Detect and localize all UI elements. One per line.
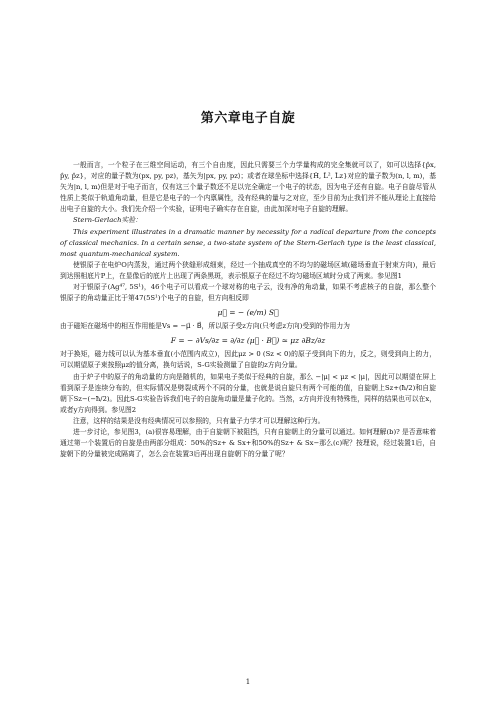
silver-atom-paragraph: 对于银原子(Ag⁴⁷, 5S¹)，46个电子可以看成一个球对称的电子云，没有净的角动量，如果不考虑核子的自旋，那么整个银原子的角动量正比于第47(5S¹)个电子的自旋，但方向相反即	[60, 283, 436, 303]
body-text	[60, 160, 436, 460]
further-discussion-paragraph: 进一步讨论，参见图3，(a)很容易理解，由于自旋朝下被阻挡，只有自旋朝上的分量可以通过。如何理解(b)? 是否意味着通过第一个装置后的自旋是由两部分组成：50%的Sz+ & Sx+和50%的Sz+ & Sx−那么(c)呢？按理说，经过装置1后，自旋朝下的分量被完成隔离了，怎么会在装置3后再出现自旋朝下的分量了呢？	[60, 427, 436, 459]
force-equation: F = − ∂Vs/∂z = ∂/∂z (μ⃗ · B⃗) ≃ μz ∂Bz/∂z	[170, 336, 326, 346]
quantum-note-paragraph: 注意，这样的结果是没有经典情况可以参照的，只有量子力学才可以理解这种行为。	[73, 416, 325, 425]
setup-paragraph: 使银原子在电炉O内蒸发，通过两个狭缝形成细束，经过一个抽成真空的不均匀的磁场区域(磁场垂直于射束方向)，最后到达照相底片P上，在显像后的底片上出现了两条黑斑，表示银原子在经过不均匀磁场区域时分成了两束。参见图1	[60, 260, 436, 280]
interaction-energy-paragraph: 由于磁矩在磁场中的相互作用能是Vs = −μ⃗ · B⃗，所以原子受z方向(只考虑z方向)受到的作用力为	[60, 322, 350, 331]
english-quote: This experiment illustrates in a dramatic manner by necessity for a radical departure from the concepts of classical mechanics. In a certain sense, a two-state system of the Stern-Gerlach type is the least classical, most quantum-mechanical system.	[60, 227, 436, 258]
deflection-paragraph: 对于换矩，磁力线可以认为基本垂直(小范围内成立)，因此μz > 0 (Sz < 0)的原子受到向下的力，反之，则受到向上的力，可以期望原子束按照μz的值分离，换句话说，S-G实验测量了自旋的z方向分量。	[60, 350, 436, 370]
classical-expectation-paragraph: 由于炉子中的原子的角动量的方向是随机的，如果电子类似于经典的自旋，那么 −|μ| < μz < |μ|，因此可以期望在屏上看到原子是连续分布的，但实际情况是劈裂成两个不同的分量，也就是说自旋只有两个可能的值，自旋朝上Sz+(ħ/2)和自旋朝下Sz−(−ħ/2)。因此S-G实验告诉我们电子的自旋角动量是量子化的。当然，z方向并没有特殊性，同样的结果也可以在x，或者y方向得到。参见图2	[60, 372, 436, 414]
chapter-title: 第六章电子自旋	[200, 111, 296, 126]
stern-gerlach-label: Stern-Gerlach实验：	[73, 216, 142, 225]
magnetic-moment-equation: μ⃗ = − (e/m) S⃗	[217, 308, 279, 318]
intro-paragraph: 一般而言，一个粒子在三维空间运动，有三个自由度，因此只需要三个力学量构成的完全集就可以了，如可以选择{p̂x, p̂y, p̂z}，对应的量子数为(px, py, pz)，基矢为|px, py, pz⟩；或者在球坐标中选择{Ĥ, L̂², L̂z}对应的量子数为(n, l, m)，基矢为|n, l, m⟩但是对于电子而言，仅有这三个量子数还不足以完全确定一个电子的状态，因为电子还有自旋。电子自旋尽管从性质上类似于轨道角动量，但是它是电子的一个内禀属性，没有经典的量与之对应，至少目前为止我们并不能从理论上直接给出电子自旋的大小。我们先介绍一个实验，证明电子确实存在自旋，由此加深对电子自旋的理解。	[60, 161, 436, 214]
page-number: 1	[245, 678, 251, 686]
